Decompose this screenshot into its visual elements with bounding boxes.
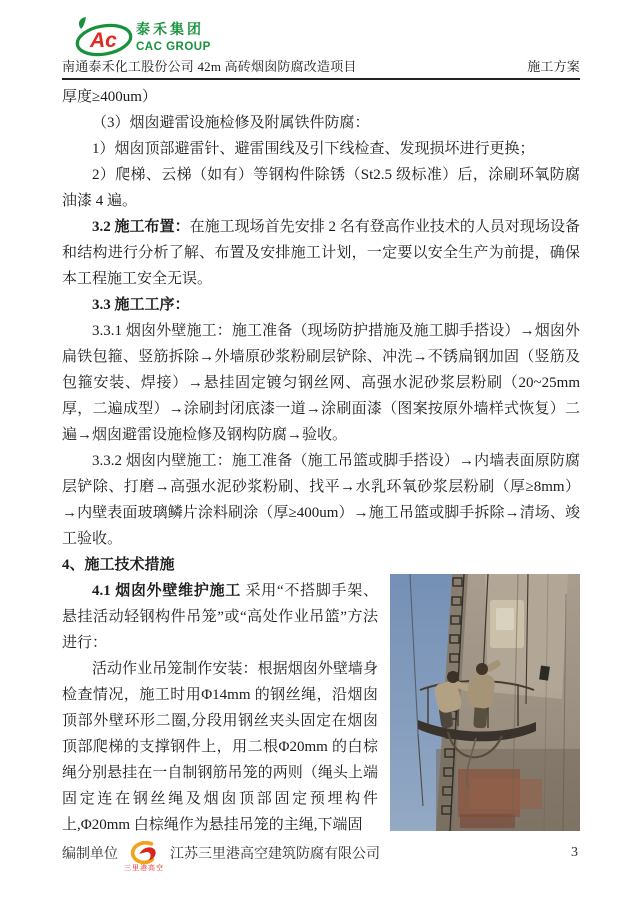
para-thickness: 厚度≥400um） — [62, 89, 157, 105]
doc-type-label: 施工方案 — [527, 59, 580, 74]
para-3-3-2 — [62, 448, 580, 552]
heading-3-2: 3.2 施工布置： — [92, 219, 190, 235]
lead-3-3-2: 3.3.2 烟囱内壁施工： — [92, 453, 232, 469]
para-4-1 — [62, 578, 580, 656]
page-number: 3 — [571, 845, 578, 860]
para-3-3-1 — [62, 318, 580, 448]
logo-leaf-icon — [79, 17, 86, 29]
para-cage: 活动作业吊笼制作安装：根据烟囱外壁墙身检查情况，施工时用Φ14mm 的钢丝绳，沿烟囱顶部外壁环形二圈,分段用钢丝夹头固定在烟囱顶部爬梯的支撑钢件上，用二根Φ20mm 的白棕绳分别悬挂在一自制钢筋吊笼的两则（绳头上端固定连在钢丝绳及烟囱顶部固定预埋构件上,Φ20mm 白棕绳作为悬挂吊笼的主绳,下端固 — [62, 661, 378, 833]
text-3-3-1: 施工准备（现场防护措施及施工脚手搭设）→烟囱外扁铁包箍、竖筋拆除→外墙原砂浆粉刷层铲除、冲洗→不锈扁钢加固（竖筋及包箍安装、焊接）→悬挂固定镀匀钢丝网、高强水泥砂浆层粉刷（20~25mm厚，二遍成型）→涂刷封闭底漆一道→涂刷面漆（图案按原外墙样式恢复）二遍→烟囱避雷设施检修及钢构防腐→验收。 — [62, 323, 580, 443]
text-4-1: 采用“不搭脚手架、悬挂活动轻钢构件吊笼”或“高处作业吊篮”方法进行： — [62, 583, 378, 651]
footer-label: 编制单位 — [62, 847, 118, 862]
heading-3-3: 3.3 施工工序： — [92, 297, 190, 313]
footer-company: 江苏三里港高空建筑防腐有限公司 — [170, 847, 380, 862]
text-3-3-2: 施工准备（施工吊篮或脚手搭设）→内墙表面原防腐层铲除、打磨→高强水泥砂浆粉刷、找平→水乳环氧砂浆层粉刷（厚≥8mm）→内壁表面玻璃鳞片涂料刷涂（厚≥400um）→施工吊篮或脚手拆除→清场、竣工验收。 — [62, 453, 580, 547]
page-footer — [62, 838, 584, 872]
cac-group-logo — [74, 14, 249, 60]
page-header — [62, 56, 580, 80]
footer-logo — [124, 841, 164, 872]
para-item2: 2）爬梯、云梯（如有）等钢构件除锈（St2.5 级标准）后，涂刷环氧防腐油漆 4 遍。 — [62, 167, 580, 209]
para-3-2 — [62, 214, 580, 292]
heading-4-1: 4.1 烟囱外壁维护施工 — [92, 583, 242, 599]
lead-3-3-1: 3.3.1 烟囱外壁施工： — [92, 323, 232, 339]
text-3-2: 在施工现场首先安排 2 名有登高作业技术的人员对现场设备和结构进行分析了解、布置及安排施工计划，一定要以安全生产为前提，确保本工程施工安全无误。 — [62, 219, 580, 287]
logo-en-text: CAC GROUP — [136, 41, 211, 53]
project-title: 南通泰禾化工股份公司 42m 高砖烟囱防腐改造项目 — [62, 59, 357, 74]
chimney-photo — [390, 574, 580, 831]
sanligang-logo-icon — [127, 841, 161, 865]
para-item1: 1）烟囱顶部避雷针、避雷围线及引下线检查、发现损坏进行更换； — [92, 141, 535, 157]
document-body — [62, 84, 580, 838]
logo-monogram: Ac — [90, 29, 117, 52]
para-lightning-heading: （3）烟囱避雷设施检修及附属铁件防腐： — [92, 115, 370, 131]
logo-cn-text: 泰禾集团 — [136, 23, 204, 38]
heading-4: 4、施工技术措施 — [62, 557, 175, 573]
footer-logo-caption: 三里港高空 — [124, 864, 164, 872]
